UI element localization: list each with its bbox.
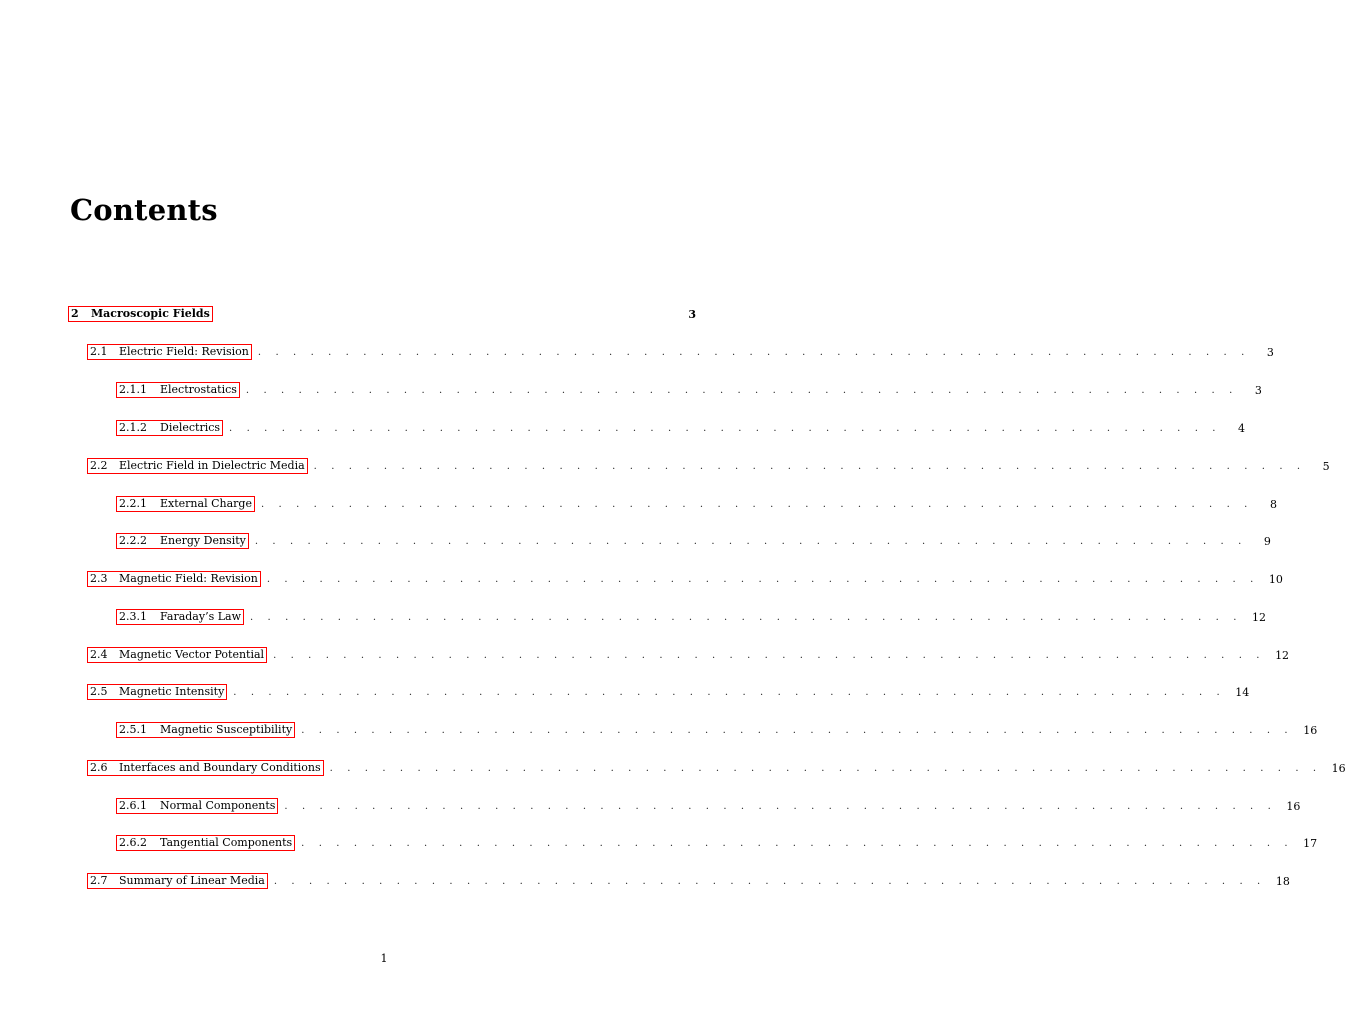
section-title: Macroscopic Fields xyxy=(91,307,210,320)
section-number: 2.7 xyxy=(90,874,108,887)
toc-link-2-1-2[interactable] xyxy=(116,420,223,436)
section-number: 2.4 xyxy=(90,648,108,661)
toc-entry-2-3 xyxy=(87,569,1283,589)
page-number: 12 xyxy=(1275,648,1290,662)
section-number: 2.2.2 xyxy=(119,534,147,547)
toc-entry-2-3-1 xyxy=(116,607,1266,627)
toc-entry-2-5 xyxy=(87,682,1250,702)
toc-link-2-6-1[interactable] xyxy=(116,798,278,814)
section-number: 2.6.2 xyxy=(119,836,147,849)
dot-leader: . . . . . . . . . . . . . . . . . . . . . . . . . . . . . . . . . . . . . . . . . . . . . . . . . . . . . . . . . xyxy=(284,800,1277,812)
page-number: 5 xyxy=(1322,459,1330,473)
page-number: 3 xyxy=(1254,383,1262,397)
toc-link-2-2[interactable] xyxy=(87,458,308,474)
section-number: 2.6.1 xyxy=(119,799,147,812)
toc-entry-2-4 xyxy=(87,645,1290,665)
dot-leader: . . . . . . . . . . . . . . . . . . . . . . . . . . . . . . . . . . . . . . . . . . . . . . . . . . . . . . . . . xyxy=(229,422,1222,434)
page-number: 8 xyxy=(1269,497,1277,511)
dot-leader: . . . . . . . . . . . . . . . . . . . . . . . . . . . . . . . . . . . . . . . . . . . . . . . . . . . . . . . . . xyxy=(273,649,1266,661)
toc-entry-2-7 xyxy=(87,871,1290,891)
toc-entry-2-6 xyxy=(87,758,1346,778)
section-number: 2.6 xyxy=(90,761,108,774)
section-title: Energy Density xyxy=(160,534,246,547)
section-title: Dielectrics xyxy=(160,421,221,434)
page-title: Contents xyxy=(70,193,218,227)
footer-page-number: 1 xyxy=(380,952,388,965)
section-number: 2.2.1 xyxy=(119,497,147,510)
toc-entry-2-1-2 xyxy=(116,418,1246,438)
section-number: 2 xyxy=(71,307,79,320)
toc-entry-2-1 xyxy=(87,342,1274,362)
dot-leader: . . . . . . . . . . . . . . . . . . . . . . . . . . . . . . . . . . . . . . . . . . . . . . . . . . . . . . . . . xyxy=(245,384,1238,396)
toc-entry-2-6-2 xyxy=(116,833,1318,853)
dot-leader: . . . . . . . . . . . . . . . . . . . . . . . . . . . . . . . . . . . . . . . . . . . . . . . . . . . . . . . . . xyxy=(233,686,1226,698)
section-title: Interfaces and Boundary Conditions xyxy=(119,761,321,774)
toc-entry-2-2-2 xyxy=(116,531,1271,551)
dot-leader: . . . . . . . . . . . . . . . . . . . . . . . . . . . . . . . . . . . . . . . . . . . . . . . . . . . . . . . . . xyxy=(313,460,1306,472)
toc-entry-2-2 xyxy=(87,456,1330,476)
section-number: 2.1.1 xyxy=(119,383,147,396)
page-number: 14 xyxy=(1235,685,1250,699)
toc-link-2-7[interactable] xyxy=(87,873,268,889)
dot-leader: . . . . . . . . . . . . . . . . . . . . . . . . . . . . . . . . . . . . . . . . . . . . . . . . . . . . . . . . . xyxy=(273,875,1266,887)
page-number: 18 xyxy=(1275,874,1290,888)
section-number: 2.2 xyxy=(90,459,108,472)
toc-link-2-5[interactable] xyxy=(87,684,227,700)
toc-entry-2-5-1 xyxy=(116,720,1318,740)
section-title: Electrostatics xyxy=(160,383,237,396)
dot-leader: . . . . . . . . . . . . . . . . . . . . . . . . . . . . . . . . . . . . . . . . . . . . . . . . . . . . . . . . . xyxy=(329,762,1322,774)
section-title: Electric Field: Revision xyxy=(119,345,249,358)
dot-leader: . . . . . . . . . . . . . . . . . . . . . . . . . . . . . . . . . . . . . . . . . . . . . . . . . . . . . . . . . xyxy=(260,498,1253,510)
section-title: Summary of Linear Media xyxy=(119,874,265,887)
page-number: 17 xyxy=(1303,836,1318,850)
page-number: 3 xyxy=(688,307,696,321)
dot-leader: . . . . . . . . . . . . . . . . . . . . . . . . . . . . . . . . . . . . . . . . . . . . . . . . . . . . . . . . . xyxy=(254,535,1247,547)
dot-leader: . . . . . . . . . . . . . . . . . . . . . . . . . . . . . . . . . . . . . . . . . . . . . . . . . . . . . . . . . xyxy=(266,573,1259,585)
section-number: 2.5 xyxy=(90,685,108,698)
toc-entry-2-6-1 xyxy=(116,796,1301,816)
toc-link-2-2-2[interactable] xyxy=(116,533,249,549)
page-number: 12 xyxy=(1252,610,1266,624)
toc-link-2-6-2[interactable] xyxy=(116,835,295,851)
section-number: 2.1 xyxy=(90,345,108,358)
section-title: Electric Field in Dielectric Media xyxy=(119,459,305,472)
section-number: 2.1.2 xyxy=(119,421,147,434)
toc-link-2-5-1[interactable] xyxy=(116,722,295,738)
section-number: 2.3.1 xyxy=(119,610,147,623)
toc-link-2-1[interactable] xyxy=(87,344,252,360)
toc-link-2-4[interactable] xyxy=(87,647,267,663)
section-title: Normal Components xyxy=(160,799,276,812)
page-number: 3 xyxy=(1266,345,1274,359)
section-title: Magnetic Susceptibility xyxy=(160,723,293,736)
toc-link-2-2-1[interactable] xyxy=(116,496,255,512)
section-title: Tangential Components xyxy=(160,836,293,849)
section-title: Faraday’s Law xyxy=(160,610,241,623)
page-number: 4 xyxy=(1238,421,1246,435)
section-title: Magnetic Intensity xyxy=(119,685,225,698)
section-title: External Charge xyxy=(160,497,252,510)
section-number: 2.3 xyxy=(90,572,108,585)
toc-entry-2-1-1 xyxy=(116,380,1262,400)
toc-link-2-3[interactable] xyxy=(87,571,261,587)
section-title: Magnetic Field: Revision xyxy=(119,572,258,585)
page-number: 9 xyxy=(1263,534,1271,548)
toc-link-2-6[interactable] xyxy=(87,760,324,776)
section-title: Magnetic Vector Potential xyxy=(119,648,265,661)
page-number: 16 xyxy=(1286,799,1301,813)
page-number: 16 xyxy=(1331,761,1346,775)
dot-leader: . . . . . . . . . . . . . . . . . . . . . . . . . . . . . . . . . . . . . . . . . . . . . . . . . . . . . . . . . xyxy=(301,837,1294,849)
dot-leader: . . . . . . . . . . . . . . . . . . . . . . . . . . . . . . . . . . . . . . . . . . . . . . . . . . . . . . . . . xyxy=(301,724,1294,736)
toc-entry-chapter-2 xyxy=(68,304,696,324)
toc-entry-2-2-1 xyxy=(116,494,1277,514)
page-number: 10 xyxy=(1268,572,1283,586)
toc-link-chapter-2[interactable] xyxy=(68,306,213,322)
page-number: 16 xyxy=(1303,723,1318,737)
section-number: 2.5.1 xyxy=(119,723,147,736)
dot-leader: . . . . . . . . . . . . . . . . . . . . . . . . . . . . . . . . . . . . . . . . . . . . . . . . . . . . . . . . . xyxy=(257,346,1250,358)
dot-leader: . . . . . . . . . . . . . . . . . . . . . . . . . . . . . . . . . . . . . . . . . . . . . . . . . . . . . . . . . xyxy=(250,611,1242,623)
toc-link-2-3-1[interactable] xyxy=(116,609,244,625)
toc-link-2-1-1[interactable] xyxy=(116,382,240,398)
